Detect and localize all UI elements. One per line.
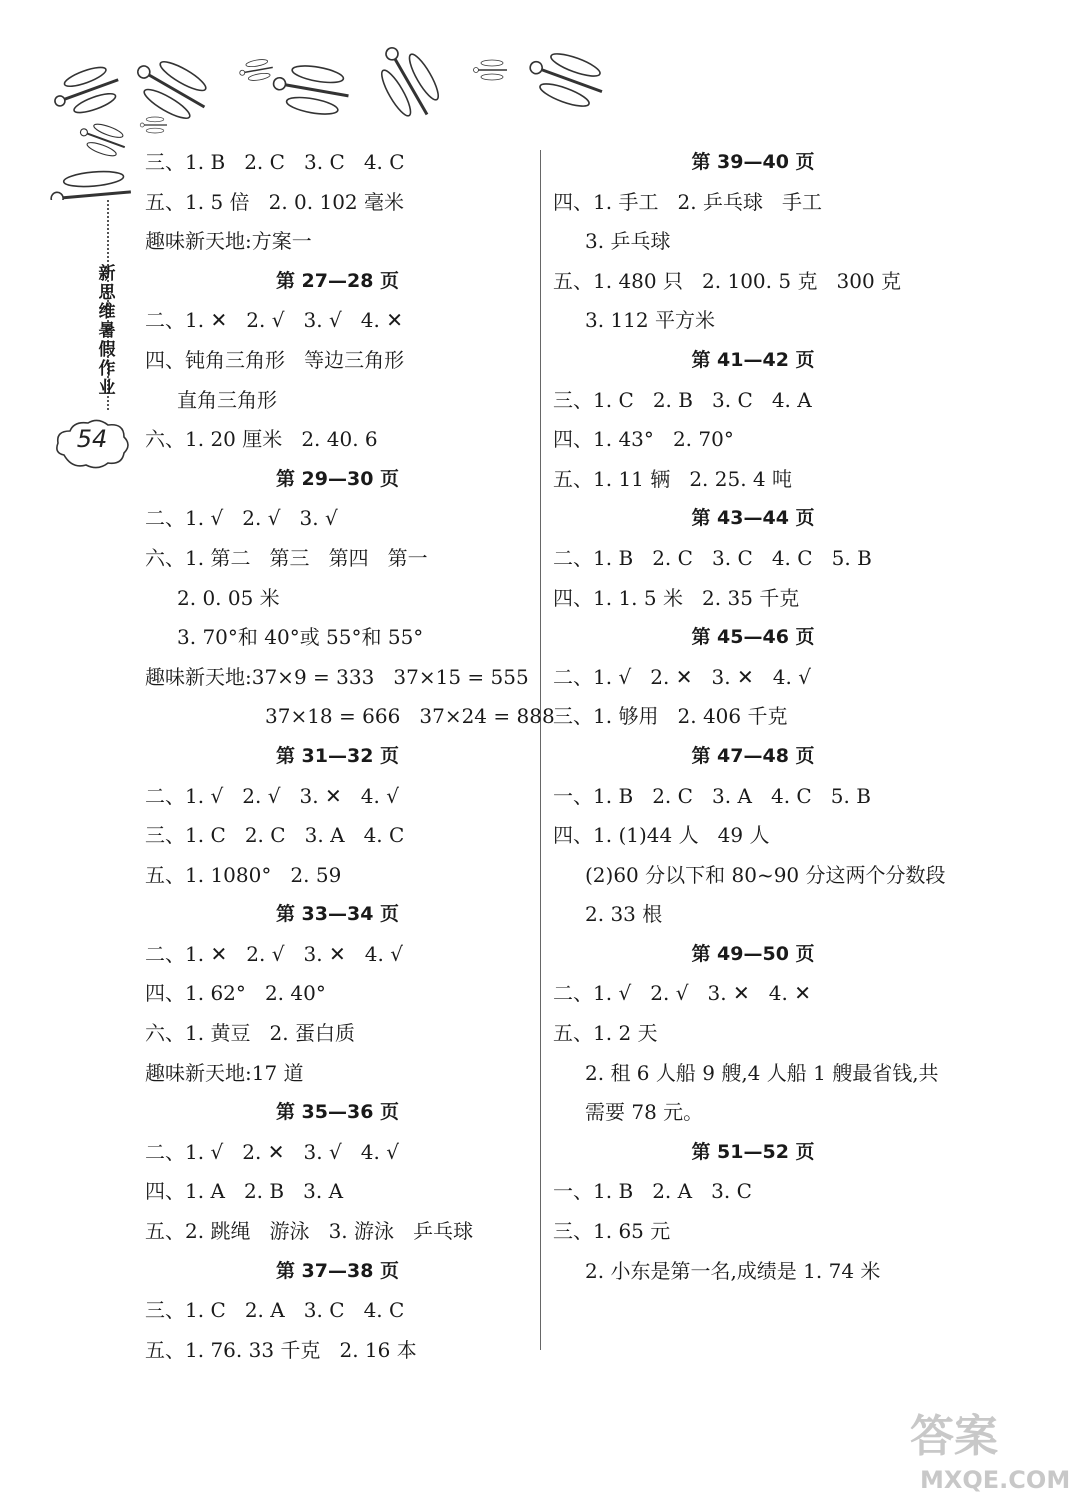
- section-heading: 第 49—50 页: [691, 942, 815, 965]
- answer-column-right: [553, 143, 953, 1291]
- section-heading: 第 43—44 页: [691, 507, 815, 530]
- answer-line: 三、1. C 2. C 3. A 4. C: [145, 823, 405, 848]
- answer-line: 五、1. 5 倍 2. 0. 102 毫米: [145, 189, 405, 214]
- answer-line: 2. 0. 05 米: [177, 585, 280, 610]
- answer-line: 二、1. B 2. C 3. C 4. C 5. B: [553, 545, 872, 570]
- answer-line: 二、1. ✕ 2. √ 3. ✕ 4. √: [145, 941, 403, 966]
- section-heading: 第 37—38 页: [275, 1259, 400, 1282]
- watermark: [900, 1400, 1070, 1500]
- answer-line: 三、1. 65 元: [553, 1219, 671, 1244]
- answer-line: 三、1. B 2. C 3. C 4. C: [145, 150, 405, 174]
- answer-line: 二、1. √ 2. √ 3. ✕ 4. ✕: [553, 981, 811, 1006]
- answer-line: 四、1. 62° 2. 40°: [145, 981, 326, 1006]
- section-heading: 第 39—40 页: [691, 151, 815, 173]
- section-heading: 第 41—42 页: [691, 348, 815, 371]
- answer-line: 二、1. √ 2. √ 3. ✕ 4. √: [145, 783, 399, 808]
- answer-line: (2)60 分以下和 80~90 分这两个分数段: [585, 862, 946, 887]
- answer-line: 二、1. √ 2. √ 3. √: [145, 506, 338, 531]
- answer-line: 六、1. 黄豆 2. 蛋白质: [145, 1021, 355, 1046]
- answer-line: 五、2. 跳绳 游泳 3. 游泳 乒乓球: [145, 1219, 474, 1244]
- answer-line: 三、1. 够用 2. 406 千克: [553, 704, 788, 729]
- answer-line: 四、1. 手工 2. 乒乓球 手工: [553, 189, 823, 214]
- answer-line: 二、1. √ 2. ✕ 3. √ 4. √: [145, 1139, 399, 1164]
- answer-line: 三、1. C 2. B 3. C 4. A: [553, 387, 812, 412]
- answer-line: 直角三角形: [177, 387, 277, 412]
- answer-line: 六、1. 20 厘米 2. 40. 6: [145, 427, 378, 452]
- answer-line: 2. 小东是第一名,成绩是 1. 74 米: [585, 1258, 881, 1283]
- answer-column-left: [145, 143, 555, 1370]
- section-heading: 第 35—36 页: [275, 1101, 400, 1124]
- answer-line: 五、1. 1080° 2. 59: [145, 862, 342, 887]
- answer-line: 五、1. 76. 33 千克 2. 16 本: [145, 1337, 417, 1362]
- section-heading: 第 45—46 页: [691, 626, 815, 649]
- section-heading: 第 31—32 页: [275, 744, 400, 767]
- watermark-title: 答案: [910, 1411, 998, 1462]
- answer-line: 二、1. √ 2. ✕ 3. ✕ 4. √: [553, 664, 811, 689]
- answer-line: 五、1. 480 只 2. 100. 5 克 300 克: [553, 268, 902, 293]
- answer-line: 二、1. ✕ 2. √ 3. √ 4. ✕: [145, 308, 403, 333]
- answer-line: 五、1. 11 辆 2. 25. 4 吨: [553, 466, 793, 491]
- book-series-title: 新思维暑假作业: [98, 264, 116, 398]
- answer-line: 3. 112 平方米: [585, 308, 715, 333]
- page-number: 54: [76, 425, 108, 453]
- answer-line: 3. 乒乓球: [585, 229, 671, 254]
- answer-line: 四、1. 43° 2. 70°: [553, 427, 734, 452]
- answer-line: 四、钝角三角形 等边三角形: [145, 347, 405, 372]
- answer-line: 3. 70°和 40°或 55°和 55°: [177, 625, 424, 650]
- answer-line: 四、1. 1. 5 米 2. 35 千克: [553, 585, 800, 610]
- answer-line: 2. 33 根: [585, 902, 663, 927]
- answer-line: 趣味新天地:37×9 = 333 37×15 = 555: [145, 664, 529, 689]
- answer-line: 趣味新天地:方案一: [145, 229, 312, 254]
- section-heading: 第 27—28 页: [275, 269, 400, 292]
- answer-line: 六、1. 第二 第三 第四 第一: [145, 545, 428, 570]
- section-heading: 第 33—34 页: [275, 903, 400, 926]
- answer-line: 需要 78 元。: [585, 1100, 704, 1125]
- answer-line: 趣味新天地:17 道: [145, 1060, 304, 1085]
- answer-line: 四、1. A 2. B 3. A: [145, 1179, 344, 1204]
- answer-line: 三、1. C 2. A 3. C 4. C: [145, 1298, 405, 1323]
- column-divider: [540, 150, 541, 1350]
- answer-line: 一、1. B 2. A 3. C: [553, 1179, 752, 1204]
- section-heading: 第 29—30 页: [275, 467, 400, 490]
- answer-line: 2. 租 6 人船 9 艘,4 人船 1 艘最省钱,共: [585, 1060, 939, 1085]
- answer-line: 37×18 = 666 37×24 = 888: [265, 704, 555, 729]
- answer-line: 四、1. (1)44 人 49 人: [553, 823, 770, 848]
- watermark-url: MXQE.COM: [920, 1466, 1071, 1494]
- answer-line: 一、1. B 2. C 3. A 4. C 5. B: [553, 783, 871, 808]
- section-heading: 第 51—52 页: [691, 1140, 815, 1163]
- section-heading: 第 47—48 页: [691, 744, 815, 767]
- answer-line: 五、1. 2 天: [553, 1021, 658, 1046]
